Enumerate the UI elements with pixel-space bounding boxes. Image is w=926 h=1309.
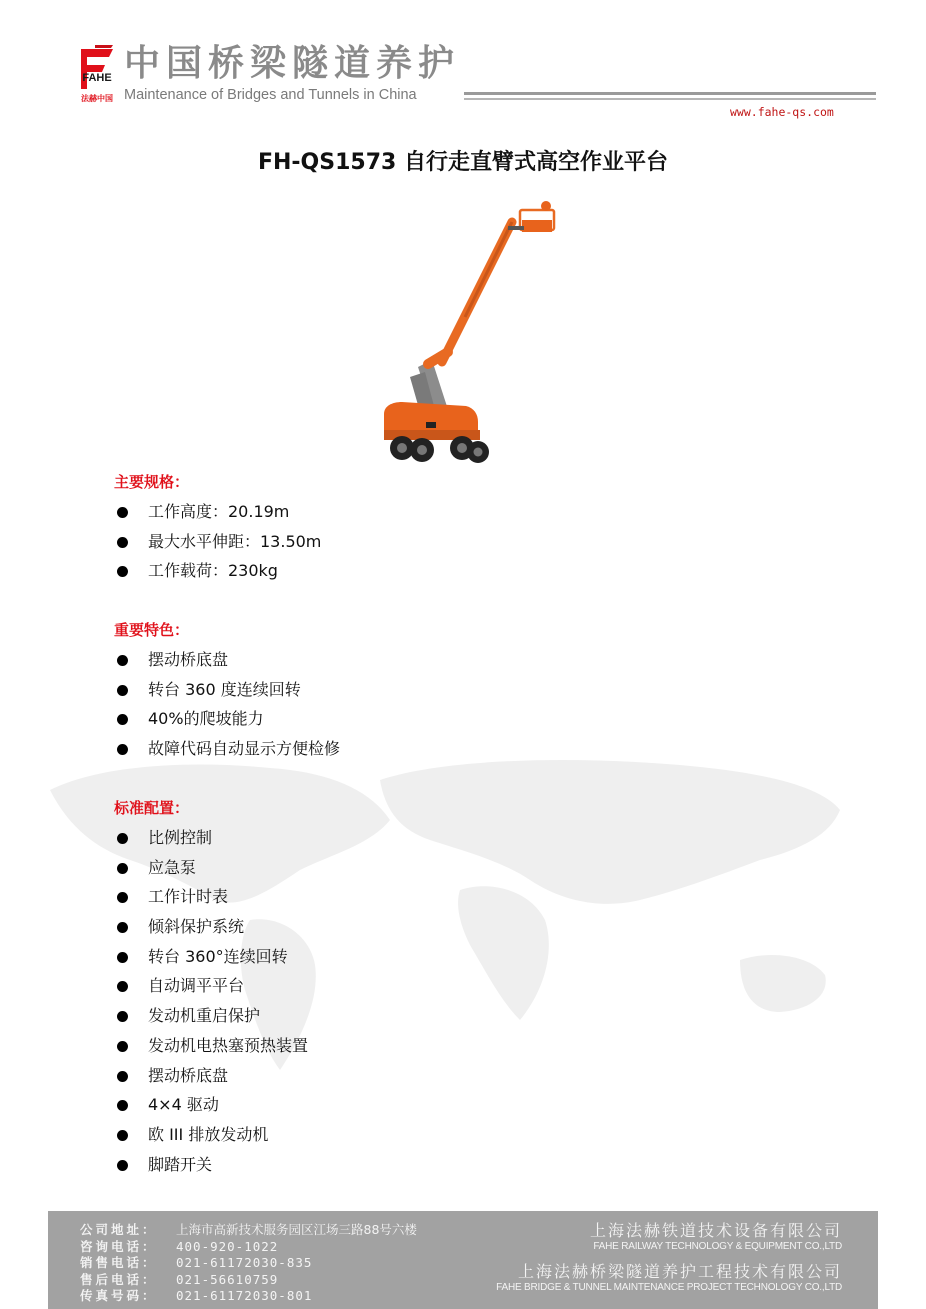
contact-value: 021-61172030-835 [176,1255,313,1271]
config-item: 转台 360°连续回转 [114,942,308,972]
boom-lift-image [370,192,570,467]
config-item: 脚踏开关 [114,1150,308,1180]
features-title: 重要特色： [114,621,190,639]
contact-hotline [80,1239,417,1256]
company1-name-cn: 上海法赫铁道技术设备有限公司 [589,1221,842,1240]
config-item: 倾斜保护系统 [114,912,308,942]
features-section [114,615,340,764]
contact-label: 公司地址： [80,1222,158,1237]
spec-item: 工作高度：20.19m [114,497,321,527]
header-rule-thin [464,98,876,100]
config-item: 4×4 驱动 [114,1090,308,1120]
feature-item: 40%的爬坡能力 [114,704,340,734]
config-item: 发动机重启保护 [114,1001,308,1031]
logo-text: FAHE [82,72,112,84]
feature-item: 故障代码自动显示方便检修 [114,734,340,764]
brand-name-cn: 中国桥梁隧道养护 [124,43,461,84]
config-item: 摆动桥底盘 [114,1061,308,1091]
contact-label: 销售电话： [80,1255,158,1271]
contact-value: 021-61172030-801 [176,1288,313,1304]
config-item: 自动调平平台 [114,971,308,1001]
spec-item: 最大水平伸距：13.50m [114,527,321,557]
config-item: 比例控制 [114,823,308,853]
standard-config-section [114,793,308,1179]
standard-config-title: 标准配置： [114,799,190,817]
contact-label: 售后电话： [80,1271,158,1287]
features-list [114,645,340,764]
config-item: 工作计时表 [114,882,308,912]
config-item: 应急泵 [114,853,308,883]
fahe-logo-icon [77,43,117,105]
page-title: FH-QS1573 自行走直臂式高空作业平台 [257,150,668,175]
specs-title: 主要规格： [114,473,190,491]
logo-subtext: 法赫中国 [81,94,113,103]
specs-section [114,467,321,586]
contact-sales [80,1255,417,1272]
brand-name-en: Maintenance of Bridges and Tunnels in China [124,87,417,103]
company1-name-en: FAHE RAILWAY TECHNOLOGY & EQUIPMENT CO.,LTD [593,1241,842,1252]
specs-list [114,497,321,586]
feature-item: 转台 360 度连续回转 [114,675,340,705]
contact-fax [80,1288,417,1305]
contact-label: 传真号码： [80,1288,158,1304]
contact-value: 021-56610759 [176,1271,279,1287]
website-link[interactable]: www.fahe-qs.com [730,105,834,119]
spec-item: 工作载荷：230kg [114,556,321,586]
contact-value: 400-920-1022 [176,1238,279,1254]
contact-address [80,1222,417,1239]
feature-item: 摆动桥底盘 [114,645,340,675]
company2-name-en: FAHE BRIDGE & TUNNEL MAINTENANCE PROJECT TECHNOLOGY CO.,LTD [496,1282,842,1293]
company-names [496,1221,842,1294]
contact-info [80,1222,417,1305]
config-item: 发动机电热塞预热装置 [114,1031,308,1061]
contact-service [80,1272,417,1289]
company2-name-cn: 上海法赫桥梁隧道养护工程技术有限公司 [517,1262,842,1281]
footer-bar [48,1211,878,1309]
contact-value: 上海市高新技术服务园区江场三路88号六楼 [176,1222,417,1237]
standard-config-list [114,823,308,1179]
header-rule [464,92,876,95]
contact-label: 咨询电话： [80,1238,158,1254]
config-item: 欧 III 排放发动机 [114,1120,308,1150]
